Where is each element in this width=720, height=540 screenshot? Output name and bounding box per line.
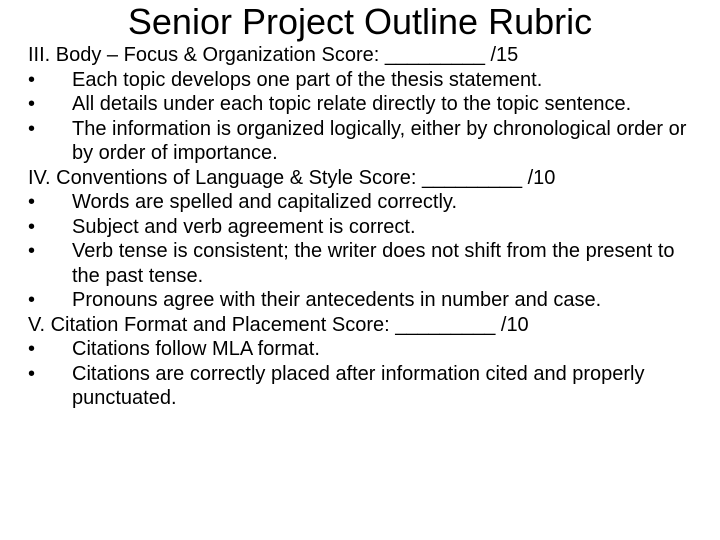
- section-heading: IV. Conventions of Language & Style Score: _________ /10: [28, 166, 556, 189]
- bullet-glyph: •: [28, 289, 36, 311]
- bullet-text: Pronouns agree with their antecedents in number and case.: [72, 289, 602, 311]
- rubric-bullet: [28, 68, 698, 93]
- rubric-bullet: [28, 239, 698, 288]
- bullet-glyph: •: [28, 240, 36, 262]
- rubric-bullet: [28, 190, 698, 215]
- bullet-text: Verb tense is consistent; the writer does not shift from the present to the past tense.: [72, 240, 675, 287]
- rubric-content: [28, 43, 698, 411]
- bullet-glyph: •: [28, 68, 36, 91]
- section-conventions-language-style: [28, 166, 698, 313]
- bullet-glyph: •: [28, 93, 36, 115]
- rubric-bullet: [28, 215, 698, 240]
- rubric-bullet: [28, 362, 698, 411]
- bullet-text: Citations are correctly placed after information cited and properly punctuated.: [72, 362, 645, 409]
- bullet-glyph: •: [28, 117, 36, 140]
- bullet-text: All details under each topic relate directly to the topic sentence.: [72, 93, 632, 115]
- rubric-bullet: [28, 288, 698, 313]
- rubric-bullet: [28, 92, 698, 117]
- section-heading: V. Citation Format and Placement Score: _________ /10: [28, 313, 529, 336]
- section-heading: III. Body – Focus & Organization Score: _________ /15: [28, 44, 519, 66]
- rubric-bullet: [28, 117, 698, 166]
- bullet-text: The information is organized logically, either by chronological order or by order of importance.: [72, 117, 687, 164]
- bullet-text: Citations follow MLA format.: [72, 338, 320, 360]
- bullet-glyph: •: [28, 338, 36, 360]
- bullet-glyph: •: [28, 362, 36, 385]
- bullet-text: Each topic develops one part of the thesis statement.: [72, 68, 543, 91]
- slide-title: Senior Project Outline Rubric: [127, 1, 593, 42]
- bullet-text: Words are spelled and capitalized correctly.: [72, 191, 457, 213]
- bullet-glyph: •: [28, 215, 36, 238]
- rubric-bullet: [28, 337, 698, 362]
- section-citation-format-placement: [28, 313, 698, 411]
- bullet-glyph: •: [28, 191, 36, 213]
- section-body-focus-organization: [28, 43, 698, 166]
- bullet-text: Subject and verb agreement is correct.: [72, 215, 416, 238]
